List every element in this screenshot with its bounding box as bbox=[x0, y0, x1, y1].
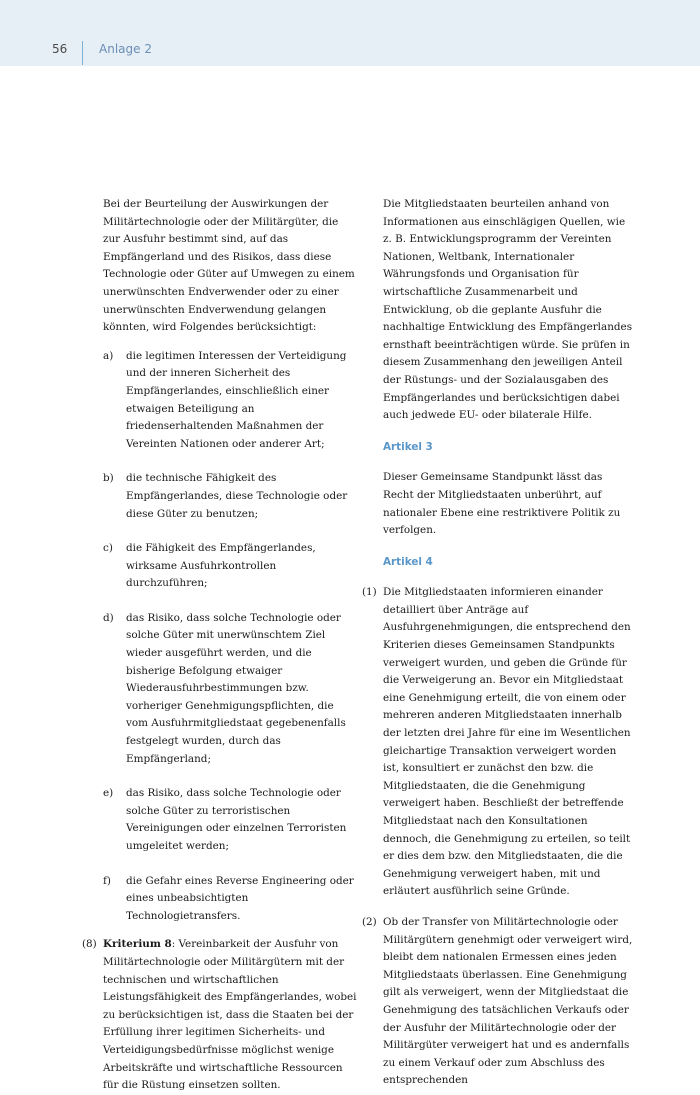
list-text: die legitimen Interessen der Verteidigung und der inneren Sicherheit des Empfängerlandes, einschließlich einer etwaigen Beteiligung an friedenserhaltenden Maßnahmen der Vereinten Nationen oder anderer Art; bbox=[126, 349, 347, 450]
list-text: die technische Fähigkeit des Empfängerlandes, diese Technologie oder diese Güter zu benutzen; bbox=[126, 472, 348, 520]
page-header bbox=[0, 0, 700, 66]
list-text: die Gefahr eines Reverse Engineering oder eines unbeabsichtigten Technologietransfers. bbox=[126, 874, 354, 922]
article-4-item bbox=[362, 914, 635, 1090]
list-item bbox=[103, 873, 358, 926]
article-4-item bbox=[362, 584, 635, 901]
criterion-text: : Vereinbarkeit der Ausfuhr von Militärtechnologie oder Militärgütern mit der technischen und wirtschaftlichen Leistungsfähigkeit des Empfängerlandes, wobei zu berücksichtigen ist, dass die Staaten bei der Erfüllung ihrer legitimen Sicherheits- und Verteidigungsbedürfnisse möglichst wenige Arbeitskräfte und wirtschaftliche Ressourcen für die Rüstung einsetzen sollten. bbox=[103, 938, 357, 1092]
criterion-marker: (8) bbox=[82, 938, 97, 951]
list-item bbox=[103, 540, 358, 593]
criterion-title: Kriterium 8 bbox=[103, 938, 172, 951]
list-marker: e) bbox=[103, 787, 114, 800]
list-marker: b) bbox=[103, 472, 114, 485]
list-text: die Fähigkeit des Empfängerlandes, wirksame Ausfuhrkontrollen durchzuführen; bbox=[126, 542, 316, 590]
criterion-8-paragraph bbox=[82, 936, 358, 1094]
item-text: Die Mitgliedstaaten informieren einander detailliert über Anträge auf Ausfuhrgenehmigungen, die entsprechend den Kriterien dieses Gemeinsamen Standpunkts verweigert wurden, und geben die Gründe für die Verweigerung an. Bevor ein Mitgliedstaat eine Genehmigung erteilt, die von einem oder mehreren anderen Mitgliedstaaten innerhalb der letzten drei Jahre für eine im Wesentlichen gleichartige Transaktion verweigert worden ist, konsultiert er zunächst den bzw. die Mitgliedstaaten, die die Genehmigung verweigert haben. Beschließt der betreffende Mitgliedstaat nach den Konsultationen dennoch, die Genehmigung zu erteilen, so teilt er dies dem bzw. den Mitgliedstaaten, die die Genehmigung verweigert haben, mit und erläutert ausführlich seine Gründe. bbox=[383, 586, 631, 898]
list-text: das Risiko, dass solche Technologie oder solche Güter zu terroristischen Vereinigungen oder einzelnen Terroristen umgeleitet werden; bbox=[126, 787, 347, 852]
intro-paragraph: Bei der Beurteilung der Auswirkungen der Militärtechnologie oder der Militärgüter, die zur Ausfuhr bestimmt sind, auf das Empfängerland und des Risikos, dass diese Technologie oder Güter auf Umwegen zu einem unerwünschten Endverwender oder zu einer unerwünschten Endverwendung gelangen könnten, wird Folgendes berücksichtigt: bbox=[103, 198, 355, 334]
list-marker: f) bbox=[103, 874, 111, 887]
item-marker: (2) bbox=[362, 915, 377, 928]
page-number: 56 bbox=[52, 42, 68, 56]
list-item bbox=[103, 470, 358, 523]
item-marker: (1) bbox=[362, 586, 377, 599]
list-item bbox=[103, 348, 358, 454]
left-column bbox=[82, 196, 358, 1095]
list-text: das Risiko, dass solche Technologie oder solche Güter mit unerwünschtem Ziel wieder ausgeführt werden, und die bisherige Befolgung etwaiger Wiederausfuhrbestimmungen bzw. vorheriger Genehmigungspflichten, die vom Ausfuhrmitgliedstaat gegebenenfalls festgelegt wurden, durch das Empfängerland; bbox=[126, 611, 346, 765]
header-divider bbox=[82, 41, 83, 65]
annex-label: Anlage 2 bbox=[99, 42, 152, 56]
item-text: Ob der Transfer von Militärtechnologie oder Militärgütern genehmigt oder verweigert wird, bleibt dem nationalen Ermessen eines jeden Mitgliedstaats überlassen. Eine Genehmigung gilt als verweigert, wenn der Mitgliedstaat die Genehmigung des tatsächlichen Verkaufs oder der Ausfuhr der Militärtechnologie oder der Militärgüter verweigert hat und es andernfalls zu einem Verkauf oder zum Abschluss des entsprechenden bbox=[383, 915, 633, 1087]
development-paragraph: Die Mitgliedstaaten beurteilen anhand von Informationen aus einschlägigen Quellen, wie z. B. Entwicklungsprogramm der Vereinten Nationen, Weltbank, Internationaler Währungsfonds und Organisation für wirtschaftliche Zusammenarbeit und Entwicklung, ob die geplante Ausfuhr die nachhaltige Entwicklung des Empfängerlandes ernsthaft beeinträchtigen würde. Sie prüfen in diesem Zusammenhang den jeweiligen Anteil der Rüstungs- und der Sozialausgaben des Empfängerlandes und berücksichtigen dabei auch jedwede EU- oder bilaterale Hilfe. bbox=[383, 198, 633, 422]
article-3-heading: Artikel 3 bbox=[383, 440, 433, 453]
list-item bbox=[103, 610, 358, 768]
list-marker: a) bbox=[103, 349, 114, 362]
article-3-text: Dieser Gemeinsame Standpunkt lässt das Recht der Mitgliedstaaten unberührt, auf nationaler Ebene eine restriktivere Politik zu verfolgen. bbox=[383, 471, 621, 537]
criteria-list bbox=[103, 348, 358, 926]
article-4-heading: Artikel 4 bbox=[383, 555, 433, 568]
list-item bbox=[103, 785, 358, 855]
list-marker: c) bbox=[103, 542, 113, 555]
right-column bbox=[362, 196, 635, 1090]
list-marker: d) bbox=[103, 611, 114, 624]
